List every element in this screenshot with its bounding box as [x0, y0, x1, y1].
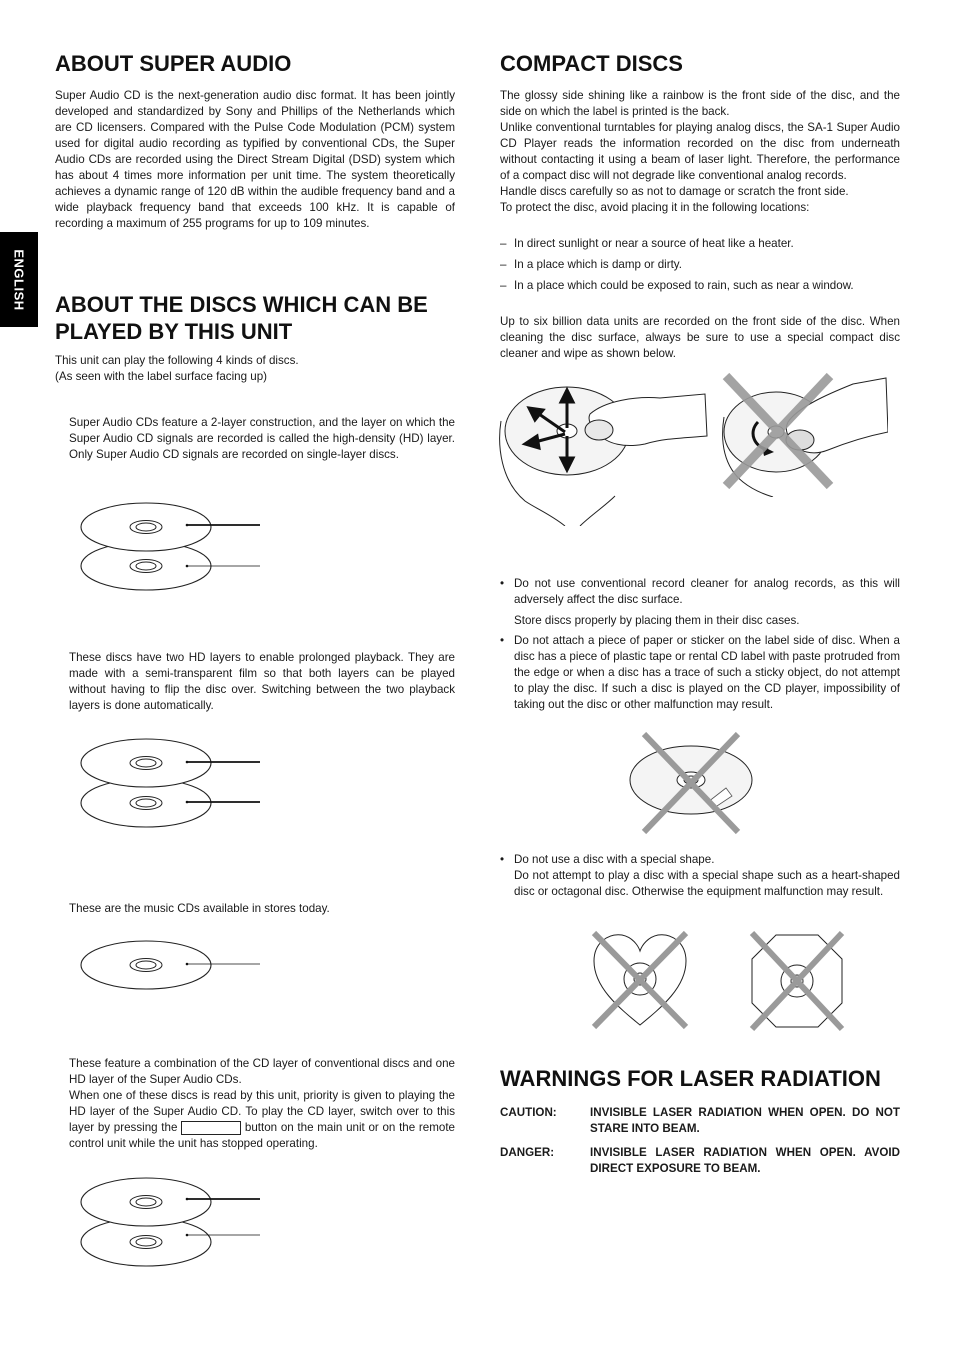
bullet-item-sticker [500, 633, 900, 713]
paragraph-cd-4: To protect the disc, avoid placing it in the following locations: [500, 201, 810, 214]
incorrect-cleaning-illustration [718, 372, 888, 497]
caution-text: INVISIBLE LASER RADIATION WHEN OPEN. DO NOT STARE INTO BEAM. [590, 1106, 900, 1135]
paragraph-dual-layer: These discs have two HD layers to enable prolonged playback. They are made with a semi-transparent film so that both layers can be played without having to flip the disc over. Switching between the two playback layers is done automatically. [69, 651, 455, 712]
layer-button-placeholder [181, 1121, 241, 1135]
cd-disc-illustration [75, 935, 265, 995]
bullet-text: Do not attach a piece of paper or sticker on the label side of disc. When a disc has a piece of plastic tape or rental CD label with paste protruded from the edge or when a disc has a trace of such a sticky object, do not attempt to play the disc. If such a disc is played on the CD player, impossibility of taking out the disc or other malfunction may result. [514, 634, 901, 711]
bullet-marker: • [500, 577, 505, 590]
correct-cleaning-illustration [495, 376, 715, 526]
heading-laser-warnings: WARNINGS FOR LASER RADIATION [500, 1066, 881, 1091]
dash-item-text: In direct sunlight or near a source of heat like a heater. [514, 237, 794, 250]
dash-list-item [500, 278, 900, 294]
language-tab [0, 232, 38, 327]
sticker-disc-illustration [626, 732, 756, 836]
caution-warning [500, 1105, 900, 1137]
paragraph-hybrid-2 [69, 1088, 455, 1152]
paragraph-discs-intro-2: (As seen with the label surface facing up) [55, 370, 268, 383]
paragraph-discs-intro-1: This unit can play the following 4 kinds of discs. [55, 354, 299, 367]
paragraph-single-layer: Super Audio CDs feature a 2-layer construction, and the layer on which the Super Audio CD signals are recorded is called the high-density (HD) layer. Only Super Audio CD signals are recorded on single-layer discs. [69, 416, 455, 461]
upper-disc-layer [81, 1178, 211, 1226]
heading-about-discs-line2: PLAYED BY THIS UNIT [55, 319, 293, 344]
paragraph-super-audio: Super Audio CD is the next-generation audio disc format. It has been jointly developed and standardized by Sony and Phillips of the Netherlands which are CD licensers. Compared with the Pulse Code Modulation (PCM) system used for digital audio recording as typified by conventional CDs, the Super Audio CDs are recorded using the Direct Stream Digital (DSD) system which has about 4 times more information per unit time. The system theoretically achieves a dynamic range of 120 dB within the audible frequency band and a wide playback frequency band that exceeds 100 kHz. It is capable of recording a maximum of 255 programs for up to 109 minutes. [55, 89, 455, 230]
wiping-hand [786, 378, 888, 453]
paragraph-store: Store discs properly by placing them in their disc cases. [514, 614, 800, 627]
upper-disc-layer [81, 503, 211, 551]
dual-layer-disc-illustration [75, 733, 265, 833]
cd-disc [81, 941, 211, 989]
caution-label: CAUTION: [500, 1106, 557, 1119]
upper-disc-layer [81, 739, 211, 787]
paragraph-hybrid-2a: When one of these discs is read by this unit, priority is given to playing the HD layer of the Super Audio CD. To play the CD layer, switch over to this layer by pressing the [69, 1089, 455, 1134]
paragraph-hybrid-2b: button on the main unit or on the remote control unit while the unit has stopped operating. [69, 1121, 455, 1150]
dash-marker: – [500, 237, 507, 250]
bullet-marker: • [500, 853, 505, 866]
heading-compact-discs: COMPACT DISCS [500, 51, 683, 76]
bullet-marker: • [500, 634, 505, 647]
dash-list-item [500, 257, 900, 273]
dash-item-text: In a place which is damp or dirty. [514, 258, 682, 271]
paragraph-cd-2: Unlike conventional turntables for playing analog discs, the SA-1 Super Audio CD Player reads the information recorded on the disc from underneath without contacting it using a beam of laser light. Therefore, the performance of a compact disc will not degrade like conventional analog records. [500, 121, 900, 182]
dash-marker: – [500, 279, 507, 292]
heart-disc-illustration [588, 929, 692, 1033]
bullet-text-2: Do not attempt to play a disc with a special shape such as a heart-shaped disc or octagonal disc. Otherwise the equipment malfunction may result. [514, 869, 900, 898]
dash-marker: – [500, 258, 507, 271]
heading-about-discs-line1: ABOUT THE DISCS WHICH CAN BE [55, 292, 428, 317]
paragraph-cd: These are the music CDs available in stores today. [69, 902, 330, 915]
danger-label: DANGER: [500, 1146, 555, 1159]
dash-list-item [500, 236, 900, 252]
paragraph-cd-1: The glossy side shining like a rainbow is the front side of the disc, and the side on which the label is printed is the back. [500, 89, 900, 118]
bullet-item-record-cleaner [500, 576, 900, 608]
heading-about-super-audio: ABOUT SUPER AUDIO [55, 51, 292, 76]
hybrid-disc-illustration [75, 1172, 265, 1272]
paragraph-hybrid-1: These feature a combination of the CD layer of conventional discs and one HD layer of the Super Audio CDs. [69, 1057, 455, 1086]
paragraph-cleaning: Up to six billion data units are recorded on the front side of the disc. When cleaning the disc surface, always be sure to use a special compact disc cleaner and wipe as shown below. [500, 315, 900, 360]
compact-discs-body [500, 88, 900, 216]
danger-warning [500, 1145, 900, 1177]
paragraph-cd-3: Handle discs carefully so as not to damage or scratch the front side. [500, 185, 849, 198]
bullet-text: Do not use conventional record cleaner for analog records, as this will adversely affect the disc surface. [514, 577, 900, 606]
bullet-text-1: Do not use a disc with a special shape. [514, 853, 715, 866]
bullet-item-special-shape [500, 852, 900, 900]
octagon-disc-illustration [746, 929, 848, 1033]
single-layer-disc-illustration [75, 495, 265, 595]
language-tab-label: ENGLISH [11, 248, 27, 311]
danger-text: INVISIBLE LASER RADIATION WHEN OPEN. AVOID DIRECT EXPOSURE TO BEAM. [590, 1146, 900, 1175]
dash-item-text: In a place which could be exposed to rain, such as near a window. [514, 279, 854, 292]
